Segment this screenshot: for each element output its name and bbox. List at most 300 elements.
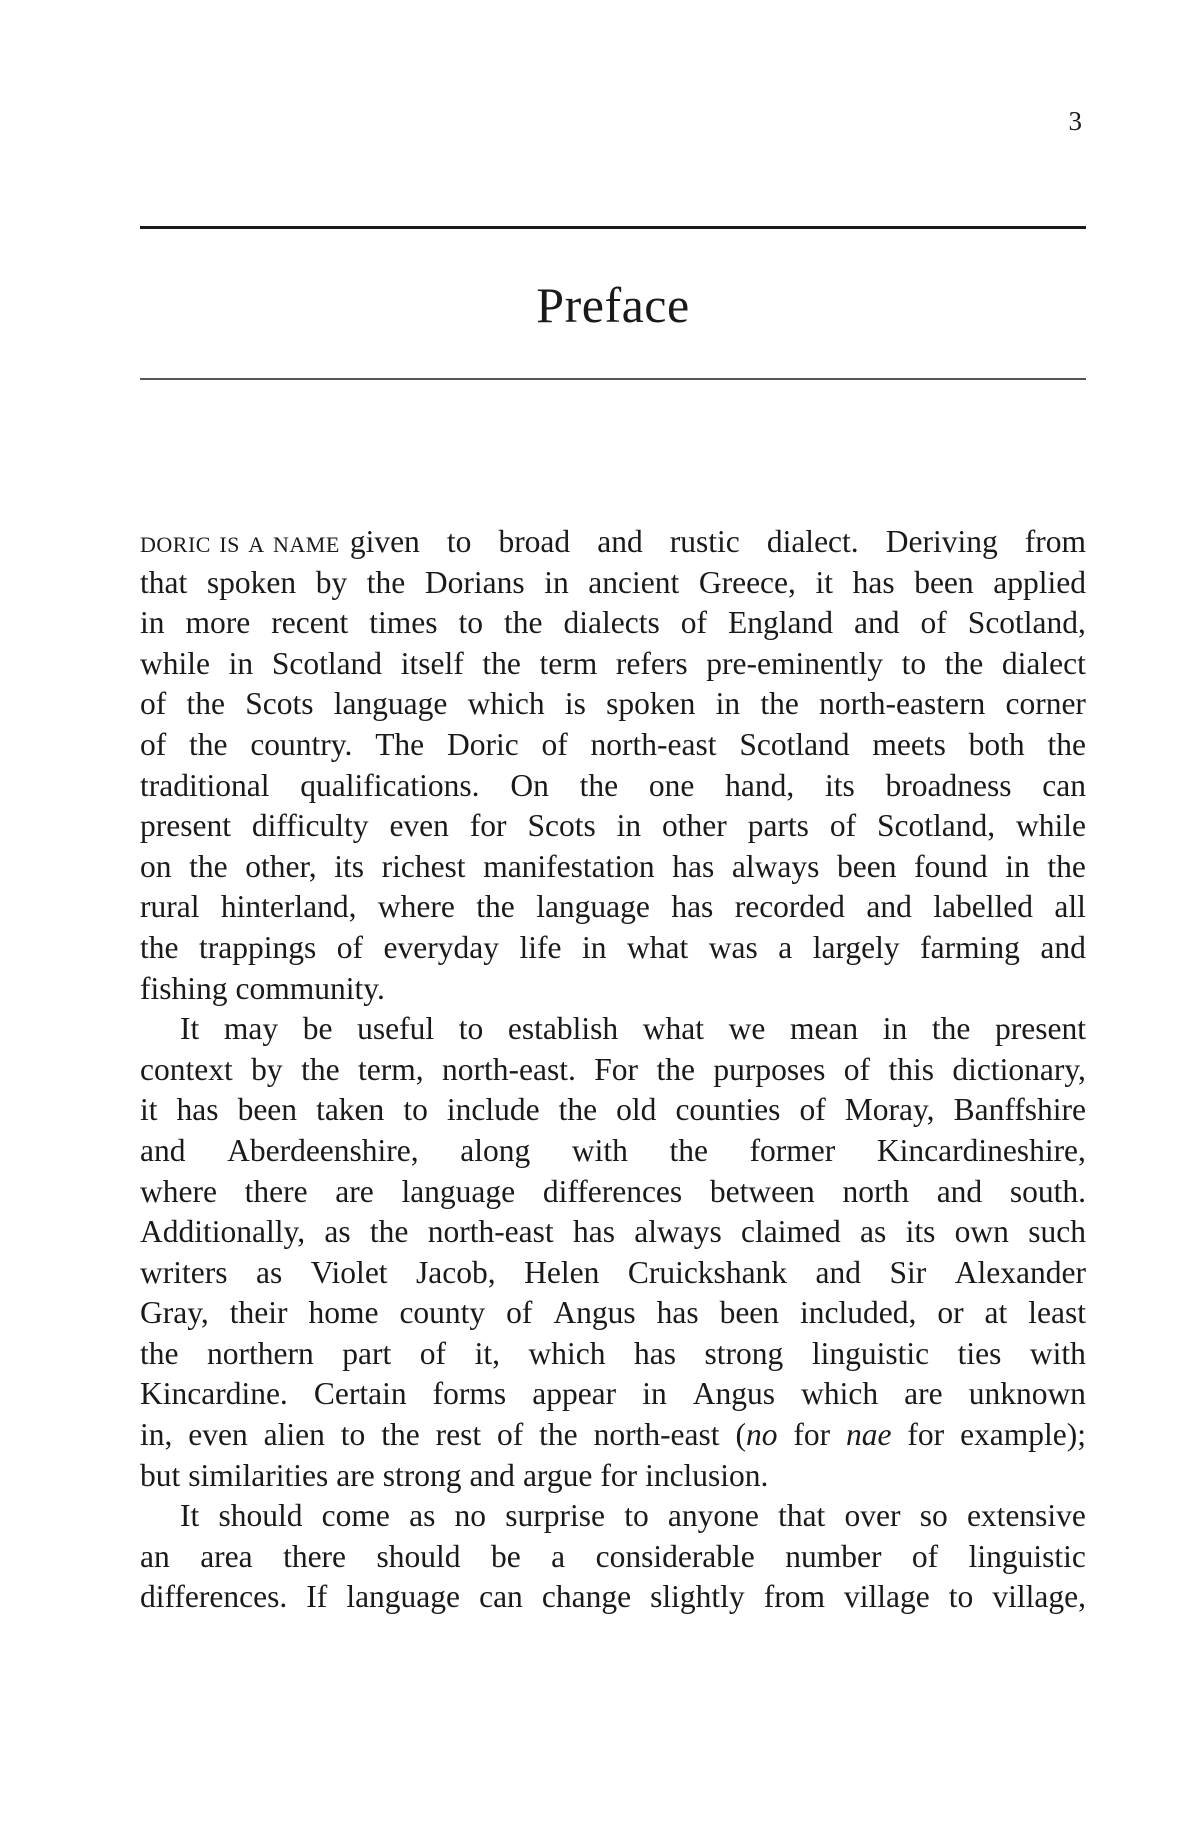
text-fragment: for example); xyxy=(891,1417,1087,1453)
text-line xyxy=(140,563,1086,604)
word: spoken xyxy=(206,564,297,600)
word: the xyxy=(504,605,543,641)
word: claimed xyxy=(741,1214,841,1250)
word: part xyxy=(342,1335,392,1371)
word: times xyxy=(369,605,438,641)
word: what xyxy=(642,1011,704,1047)
word: refers xyxy=(615,645,688,681)
word: Scotland, xyxy=(876,808,996,844)
word: should xyxy=(376,1538,461,1574)
word: hinterland, xyxy=(220,889,357,925)
word: everyday xyxy=(383,929,499,965)
word: pre-eminently xyxy=(706,645,883,681)
word: always xyxy=(634,1214,722,1250)
word: own xyxy=(954,1214,1009,1250)
word: north xyxy=(842,1173,909,1209)
word: included, xyxy=(800,1295,917,1331)
word: while xyxy=(140,645,210,681)
word: recorded xyxy=(734,889,845,925)
word: be xyxy=(302,1011,333,1047)
word: in xyxy=(544,564,569,600)
word: there xyxy=(283,1538,347,1574)
word: considerable xyxy=(595,1538,755,1574)
word: of xyxy=(419,1335,447,1371)
word: north-east. xyxy=(442,1051,576,1087)
word: the xyxy=(1047,848,1086,884)
text-fragment: in, even alien to the rest of the north-east ( xyxy=(140,1417,746,1453)
word: always xyxy=(731,848,820,884)
word: the xyxy=(369,1214,409,1250)
word: in xyxy=(616,808,642,844)
word: a xyxy=(551,1538,566,1574)
word: number xyxy=(785,1538,882,1574)
word: Sir xyxy=(889,1254,927,1290)
word: are xyxy=(335,1173,374,1209)
word: hand, xyxy=(725,767,795,803)
word: in xyxy=(581,929,607,965)
word: with xyxy=(1029,1335,1086,1371)
word: community. xyxy=(235,970,385,1006)
word: been xyxy=(237,1092,298,1128)
word: has xyxy=(656,1295,699,1331)
word: has xyxy=(852,564,895,600)
word: in xyxy=(882,1011,908,1047)
word: Moray, xyxy=(844,1092,935,1128)
word: the xyxy=(186,686,225,722)
word: south. xyxy=(1009,1173,1086,1209)
text-line xyxy=(140,684,1086,725)
word: been xyxy=(837,848,897,884)
word: are xyxy=(336,1457,375,1493)
word: term xyxy=(539,645,598,681)
word: include xyxy=(446,1092,540,1128)
word: dialects xyxy=(563,605,660,641)
word: to xyxy=(624,1498,649,1534)
word: Doric xyxy=(446,726,519,762)
word: there xyxy=(244,1173,308,1209)
word: context xyxy=(140,1051,233,1087)
text-line xyxy=(140,1334,1086,1375)
word: rural xyxy=(140,889,200,925)
word: change xyxy=(541,1579,632,1615)
word: Angus xyxy=(692,1376,776,1412)
word: to xyxy=(458,1011,484,1047)
word: where xyxy=(377,889,455,925)
word: the xyxy=(1047,726,1086,762)
word: farming xyxy=(920,929,1020,965)
word: purposes xyxy=(713,1051,826,1087)
word: with xyxy=(571,1132,628,1168)
word: the xyxy=(301,1051,340,1087)
word: For xyxy=(594,1051,639,1087)
word: for xyxy=(469,808,507,844)
word: recent xyxy=(271,605,349,641)
word: inclusion. xyxy=(645,1457,769,1493)
word: Violet xyxy=(310,1254,388,1290)
word: the xyxy=(476,889,515,925)
body-text xyxy=(140,522,1086,1618)
word: of xyxy=(336,929,363,965)
word: village xyxy=(844,1579,930,1615)
word: no xyxy=(454,1498,487,1534)
word: north-east xyxy=(427,1214,554,1250)
word: of xyxy=(506,1295,533,1331)
word: broad xyxy=(498,524,571,559)
word: an xyxy=(140,1538,170,1574)
word: can xyxy=(1042,767,1086,803)
word: linguistic xyxy=(811,1335,930,1371)
word: of xyxy=(140,686,167,722)
word: and xyxy=(866,889,912,925)
word: ancient xyxy=(588,564,680,600)
word: Scotland xyxy=(271,645,383,681)
word: Gray, xyxy=(140,1295,209,1331)
text-line xyxy=(140,1131,1086,1172)
text-line xyxy=(140,603,1086,644)
word: the xyxy=(482,645,521,681)
word: of xyxy=(911,1538,939,1574)
word: of xyxy=(843,1051,871,1087)
word: by xyxy=(251,1051,283,1087)
word: the xyxy=(140,1335,179,1371)
word: term, xyxy=(357,1051,424,1087)
word: The xyxy=(375,726,425,762)
word: as xyxy=(860,1214,887,1250)
word: differences xyxy=(542,1173,683,1209)
text-line xyxy=(140,1374,1086,1415)
lead-in-smallcaps: doric is a name xyxy=(140,524,340,559)
word: surprise xyxy=(505,1498,605,1534)
word: given xyxy=(349,524,420,559)
word: On xyxy=(510,767,549,803)
word: the xyxy=(931,1011,971,1047)
word: to xyxy=(948,1579,974,1615)
word: broadness xyxy=(885,767,1012,803)
word: establish xyxy=(507,1011,619,1047)
word: on xyxy=(140,848,172,884)
word: taken xyxy=(316,1092,385,1128)
word: Scots xyxy=(527,808,596,844)
word: be xyxy=(490,1538,521,1574)
word: ties xyxy=(957,1335,1002,1371)
word: Scotland, xyxy=(967,605,1086,641)
word: the xyxy=(579,767,619,803)
word: home xyxy=(308,1295,379,1331)
word: to xyxy=(403,1092,428,1128)
word: it, xyxy=(474,1335,500,1371)
word: It xyxy=(180,1498,200,1534)
text-line xyxy=(140,766,1086,807)
word: unknown xyxy=(968,1376,1086,1412)
word: strong xyxy=(382,1457,462,1493)
word: mean xyxy=(789,1011,859,1047)
word: and xyxy=(469,1457,515,1493)
word: rustic xyxy=(669,524,740,559)
word: other xyxy=(662,808,727,844)
text-line-with-italics xyxy=(140,1415,1086,1456)
word: was xyxy=(708,929,758,965)
word: between xyxy=(709,1173,815,1209)
word: Kincardineshire, xyxy=(876,1132,1086,1168)
text-line xyxy=(140,969,1086,1010)
word: Banffshire xyxy=(953,1092,1086,1128)
text-line xyxy=(140,644,1086,685)
word: country. xyxy=(250,726,353,762)
word: slightly xyxy=(650,1579,745,1615)
word: over xyxy=(844,1498,901,1534)
word: of xyxy=(799,1092,826,1128)
word: similarities xyxy=(188,1457,329,1493)
word: and xyxy=(597,524,643,559)
word: what xyxy=(627,929,689,965)
word: Kincardine. xyxy=(140,1376,288,1412)
word: in xyxy=(1005,848,1030,884)
word: Greece, xyxy=(698,564,796,600)
text-line xyxy=(140,847,1086,888)
word: the xyxy=(189,726,228,762)
word: or xyxy=(937,1295,964,1331)
word: the xyxy=(760,686,799,722)
word: least xyxy=(1028,1295,1086,1331)
word: of xyxy=(140,726,167,762)
word: of xyxy=(829,808,857,844)
word: manifestation xyxy=(483,848,655,884)
text-line xyxy=(140,1253,1086,1294)
word: in xyxy=(140,605,165,641)
word: in xyxy=(715,686,741,722)
word: the xyxy=(189,848,228,884)
word: and xyxy=(1040,929,1086,965)
word: differences. xyxy=(140,1579,288,1615)
text-line xyxy=(140,1293,1086,1334)
word: and xyxy=(936,1173,983,1209)
text-line xyxy=(140,1172,1086,1213)
text-line xyxy=(140,1496,1086,1537)
word: but xyxy=(140,1457,181,1493)
word: and xyxy=(815,1254,862,1290)
word: has xyxy=(634,1335,676,1371)
title-rule-bottom xyxy=(140,378,1086,380)
word: from xyxy=(1024,524,1086,559)
text-line xyxy=(140,725,1086,766)
word: its xyxy=(334,848,364,884)
word: which xyxy=(801,1376,879,1412)
word: its xyxy=(824,767,855,803)
word: applied xyxy=(993,564,1086,600)
word: anyone xyxy=(667,1498,759,1534)
word: as xyxy=(324,1214,351,1250)
word: largely xyxy=(812,929,900,965)
word: has xyxy=(572,1214,615,1250)
word: Helen xyxy=(524,1254,600,1290)
word: language xyxy=(333,686,448,722)
text-line xyxy=(140,1212,1086,1253)
word: other, xyxy=(245,848,317,884)
text-fragment: for xyxy=(777,1417,847,1453)
word: writers xyxy=(140,1254,228,1290)
word: even xyxy=(389,808,449,844)
word: northern xyxy=(207,1335,314,1371)
word: Scotland xyxy=(739,726,850,762)
word: by xyxy=(315,564,348,600)
text-line-content xyxy=(350,522,1086,563)
word: trappings xyxy=(199,929,317,965)
word: Deriving xyxy=(885,524,998,559)
chapter-title: Preface xyxy=(536,277,690,333)
word: itself xyxy=(400,645,464,681)
word: language xyxy=(401,1173,516,1209)
word: useful xyxy=(357,1011,435,1047)
word: Certain xyxy=(313,1376,407,1412)
word: dialect xyxy=(1001,645,1086,681)
word: Angus xyxy=(553,1295,636,1331)
word: Additionally, xyxy=(140,1214,306,1250)
word: If xyxy=(306,1579,328,1615)
word: a xyxy=(778,929,793,965)
word: been xyxy=(719,1295,780,1331)
word: found xyxy=(914,848,988,884)
word: counties xyxy=(675,1092,781,1128)
word: north-east xyxy=(590,726,717,762)
word: are xyxy=(904,1376,943,1412)
word: extensive xyxy=(966,1498,1086,1534)
word: present xyxy=(995,1011,1086,1047)
word: Aberdeenshire, xyxy=(227,1132,419,1168)
word: while xyxy=(1016,808,1086,844)
word: fishing xyxy=(140,970,228,1006)
word: dialect. xyxy=(766,524,859,559)
word: such xyxy=(1028,1214,1086,1250)
word: richest xyxy=(381,848,466,884)
word: and xyxy=(854,605,900,641)
word: forms xyxy=(432,1376,507,1412)
word: more xyxy=(185,605,251,641)
text-line xyxy=(140,522,1086,563)
word: old xyxy=(616,1092,657,1128)
word: difficulty xyxy=(251,808,369,844)
word: all xyxy=(1054,889,1086,925)
word: of xyxy=(541,726,568,762)
word: its xyxy=(905,1214,936,1250)
word: so xyxy=(919,1498,948,1534)
word: village, xyxy=(992,1579,1086,1615)
title-rule-top xyxy=(140,226,1086,229)
word: of xyxy=(920,605,947,641)
text-line xyxy=(140,887,1086,928)
text-line xyxy=(140,1537,1086,1578)
word: the xyxy=(558,1092,598,1128)
word: appear xyxy=(532,1376,617,1412)
word: argue xyxy=(522,1457,593,1493)
word: area xyxy=(200,1538,253,1574)
word: as xyxy=(409,1498,436,1534)
italic-word-nae: nae xyxy=(846,1417,892,1453)
word: to xyxy=(901,645,927,681)
word: at xyxy=(984,1295,1008,1331)
word: it xyxy=(140,1092,158,1128)
word: Jacob, xyxy=(416,1254,496,1290)
word: come xyxy=(321,1498,390,1534)
word: and xyxy=(140,1132,186,1168)
word: strong xyxy=(704,1335,784,1371)
word: life xyxy=(519,929,562,965)
word: the xyxy=(669,1132,708,1168)
word: to xyxy=(458,605,484,641)
word: the xyxy=(944,645,984,681)
page-number: 3 xyxy=(1068,106,1082,136)
word: Scots xyxy=(245,686,314,722)
word: labelled xyxy=(933,889,1033,925)
word: that xyxy=(778,1498,826,1534)
word: for xyxy=(600,1457,638,1493)
word: Cruickshank xyxy=(627,1254,788,1290)
word: in xyxy=(642,1376,667,1412)
word: the xyxy=(656,1051,695,1087)
word: been xyxy=(914,564,974,600)
text-line xyxy=(140,1090,1086,1131)
word: one xyxy=(648,767,695,803)
text-line xyxy=(140,1456,1086,1497)
text-line xyxy=(140,928,1086,969)
word: can xyxy=(479,1579,523,1615)
word: present xyxy=(140,808,231,844)
text-line xyxy=(140,1577,1086,1618)
word: north-eastern xyxy=(819,686,986,722)
word: both xyxy=(968,726,1025,762)
word: language xyxy=(536,889,650,925)
italic-word-no: no xyxy=(745,1417,778,1453)
text-line xyxy=(140,1009,1086,1050)
word: to xyxy=(446,524,472,559)
word: parts xyxy=(747,808,809,844)
word: which xyxy=(528,1335,606,1371)
word: has xyxy=(671,889,714,925)
word: is xyxy=(564,686,586,722)
word: Alexander xyxy=(954,1254,1086,1290)
word: it xyxy=(815,564,833,600)
word: It xyxy=(180,1011,200,1047)
text-line xyxy=(140,806,1086,847)
word: where xyxy=(140,1173,217,1209)
word: language xyxy=(346,1579,461,1615)
word: their xyxy=(229,1295,288,1331)
word: that xyxy=(140,564,188,600)
word: linguistic xyxy=(968,1538,1086,1574)
word: the xyxy=(366,564,406,600)
word: corner xyxy=(1005,686,1086,722)
word: has xyxy=(176,1092,219,1128)
word: meets xyxy=(872,726,946,762)
word: county xyxy=(399,1295,486,1331)
word: qualifications. xyxy=(300,767,480,803)
word: Dorians xyxy=(424,564,525,600)
word: this xyxy=(888,1051,934,1087)
word: along xyxy=(460,1132,531,1168)
word: which xyxy=(467,686,545,722)
word: in xyxy=(228,645,254,681)
word: spoken xyxy=(606,686,696,722)
word: the xyxy=(140,929,179,965)
word: former xyxy=(749,1132,836,1168)
word: traditional xyxy=(140,767,270,803)
word: dictionary, xyxy=(952,1051,1086,1087)
word: from xyxy=(763,1579,825,1615)
text-line xyxy=(140,1050,1086,1091)
word: as xyxy=(255,1254,283,1290)
word: may xyxy=(223,1011,279,1047)
word: England xyxy=(728,605,834,641)
word: of xyxy=(680,605,708,641)
